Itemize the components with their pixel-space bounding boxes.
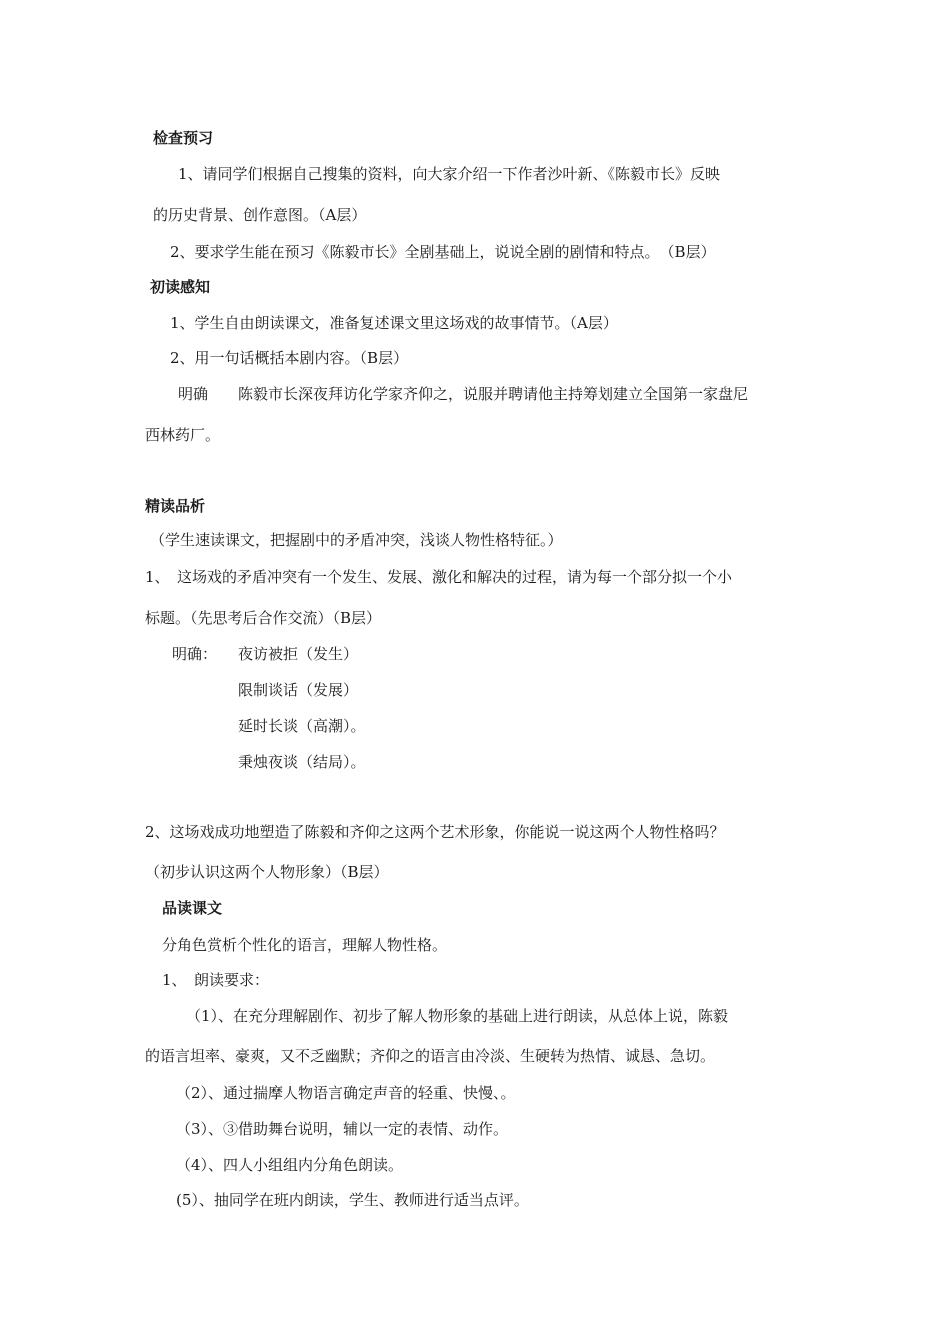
taste-read-intro: 分角色赏析个性化的语言，理解人物性格。 [162, 936, 448, 954]
first-read-item-2: 2、用一句话概括本剧内容。（B层） [170, 349, 409, 367]
taste-read-item-1: 1、 朗读要求： [162, 971, 270, 989]
heading-preview: 检查预习 [153, 129, 214, 147]
close-read-answer-item: 延时长谈（高潮）。 [238, 717, 366, 735]
taste-read-requirement-4: （4）、四人小组组内分角色朗读。 [176, 1156, 404, 1174]
close-read-answer-item: 限制谈话（发展） [238, 681, 359, 699]
close-read-intro: （学生速读课文，把握剧中的矛盾冲突，浅谈人物性格特征。） [150, 531, 563, 549]
taste-read-requirement-1-line-2: 的语言坦率、豪爽，又不乏幽默；齐仰之的语言由冷淡、生硬转为热情、诚恳、急切。 [145, 1047, 716, 1065]
close-read-question-2-line-2: （初步认识这两个人物形象）（B层） [145, 863, 389, 881]
close-read-question-2-line-1: 2、这场戏成功地塑造了陈毅和齐仰之这两个艺术形象，你能说一说这两个人物性格吗？ [145, 823, 725, 841]
taste-read-requirement-5: (5）、抽同学在班内朗读，学生、教师进行适当点评。 [176, 1191, 529, 1209]
heading-close-read: 精读品析 [145, 497, 206, 515]
close-read-answer-item: 秉烛夜谈（结局）。 [238, 753, 366, 771]
taste-read-requirement-2: （2）、通过揣摩人物语言确定声音的轻重、快慢、。 [176, 1084, 516, 1102]
taste-read-requirement-1-line-1: （1）、在充分理解剧作、初步了解人物形象的基础上进行朗读，从总体上说，陈毅 [186, 1007, 729, 1025]
close-read-answer-label: 明确： [172, 645, 218, 663]
first-read-item-1: 1、学生自由朗读课文，准备复述课文里这场戏的故事情节。（A层） [170, 314, 618, 332]
close-read-question-1-line-2: 标题。（先思考后合作交流）（B层） [145, 609, 382, 627]
close-read-question-1-line-1: 1、 这场戏的矛盾冲突有一个发生、发展、激化和解决的过程，请为每一个部分拟一个小 [145, 568, 733, 586]
first-read-answer-line-2: 西林药厂。 [145, 426, 221, 444]
first-read-answer-line-1: 明确 陈毅市长深夜拜访化学家齐仰之，说服并聘请他主持筹划建立全国第一家盘尼 [178, 385, 749, 403]
preview-item-2: 2、要求学生能在预习《陈毅市长》全剧基础上，说说全剧的剧情和特点。 （B层） [170, 243, 716, 261]
taste-read-requirement-3: （3）、③借助舞台说明，辅以一定的表情、动作。 [176, 1120, 509, 1138]
heading-taste-read: 品读课文 [162, 899, 223, 917]
preview-item-1-line-1: 1、请同学们根据自己搜集的资料，向大家介绍一下作者沙叶新、《陈毅市长》反映 [178, 165, 721, 183]
preview-item-1-line-2: 的历史背景、创作意图。（A层） [153, 206, 367, 224]
heading-first-read: 初读感知 [150, 278, 211, 296]
close-read-answer-item: 夜访被拒（发生） [238, 645, 359, 663]
